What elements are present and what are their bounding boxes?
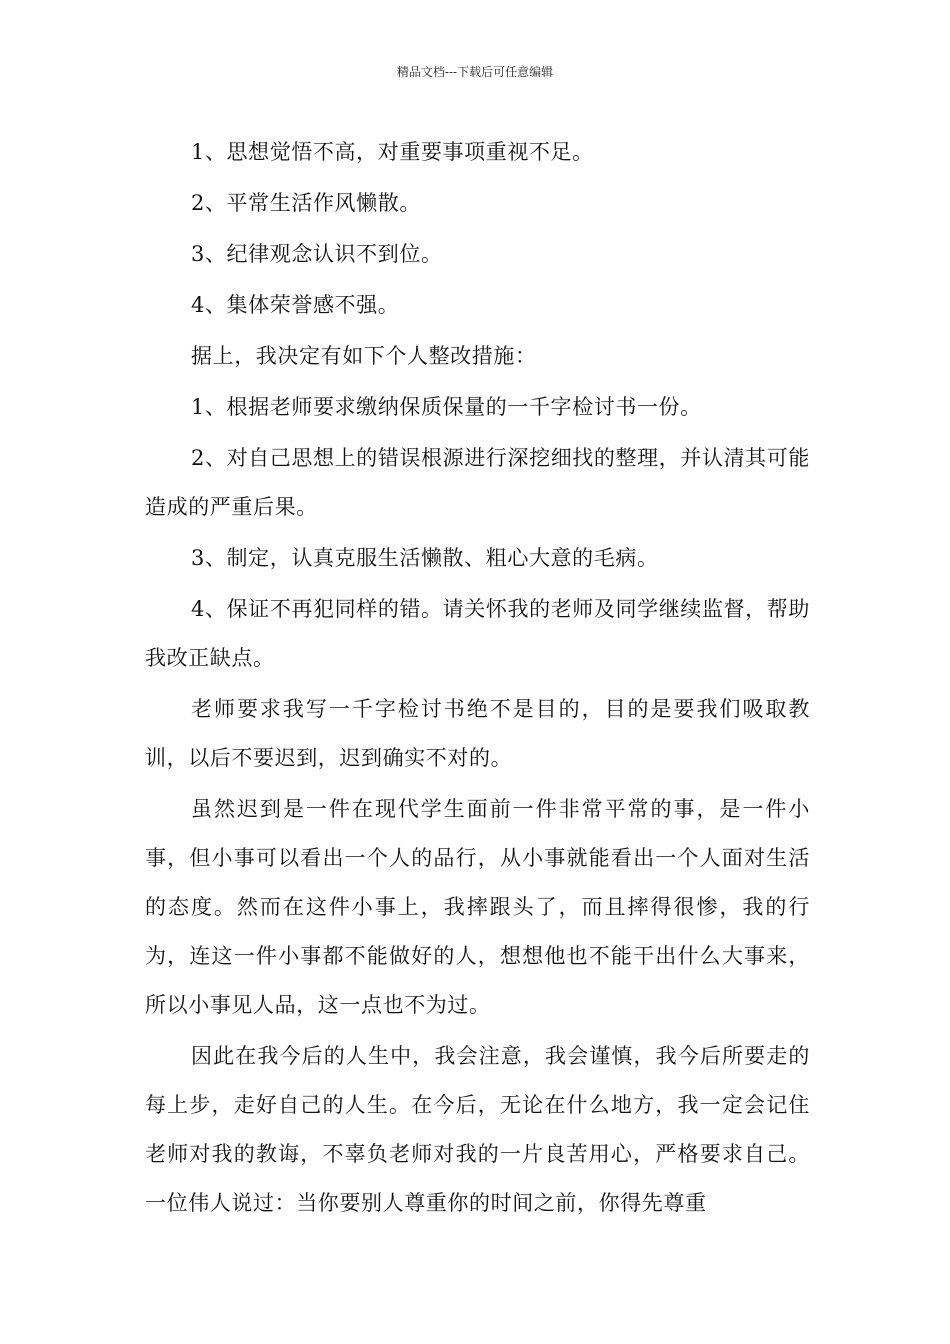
document-body — [145, 128, 810, 1230]
paragraph: 2、平常生活作风懒散。 — [191, 191, 421, 215]
paragraph: 1、根据老师要求缴纳保质保量的一千字检讨书一份。 — [191, 395, 702, 419]
paragraph: 3、纪律观念认识不到位。 — [191, 242, 443, 266]
paragraph: 因此在我今后的人生中，我会注意，我会谨慎，我今后所要走的每上步，走好自己的人生。在今后，无论在什么地方，我一定会记住老师对我的教诲，不辜负老师对我的一片良苦用心，严格要求自己。 一位伟人说过：当你要别人尊重你的时间之前，你得先尊重 — [145, 1044, 810, 1215]
paragraph: 虽然迟到是一件在现代学生面前一件非常平常的事，是一件小事，但小事可以看出一个人的品行，从小事就能看出一个人面对生活的态度。然而在这件小事上，我摔跟头了，而且摔得很惨，我的行为，连这一件小事都不能做好的人，想想他也不能干出什么大事来，所以小事见人品，这一点也不为过。 — [145, 797, 810, 1017]
paragraph: 4、集体荣誉感不强。 — [191, 293, 400, 317]
paragraph: 据上，我决定有如下个人整改措施： — [191, 344, 537, 368]
paragraph: 老师要求我写一千字检讨书绝不是目的，目的是要我们吸取教训，以后不要迟到，迟到确实不对的。 — [145, 697, 810, 770]
paragraph: 2、对自己思想上的错误根源进行深挖细找的整理，并认清其可能造成的严重后果。 — [145, 446, 810, 519]
page-header: 精品文档---下载后可任意编辑 — [396, 65, 554, 79]
paragraph: 3、制定，认真克服生活懒散、粗心大意的毛病。 — [191, 546, 659, 570]
paragraph: 1、思想觉悟不高，对重要事项重视不足。 — [191, 140, 594, 164]
paragraph: 4、保证不再犯同样的错。请关怀我的老师及同学继续监督，帮助我改正缺点。 — [145, 597, 810, 670]
